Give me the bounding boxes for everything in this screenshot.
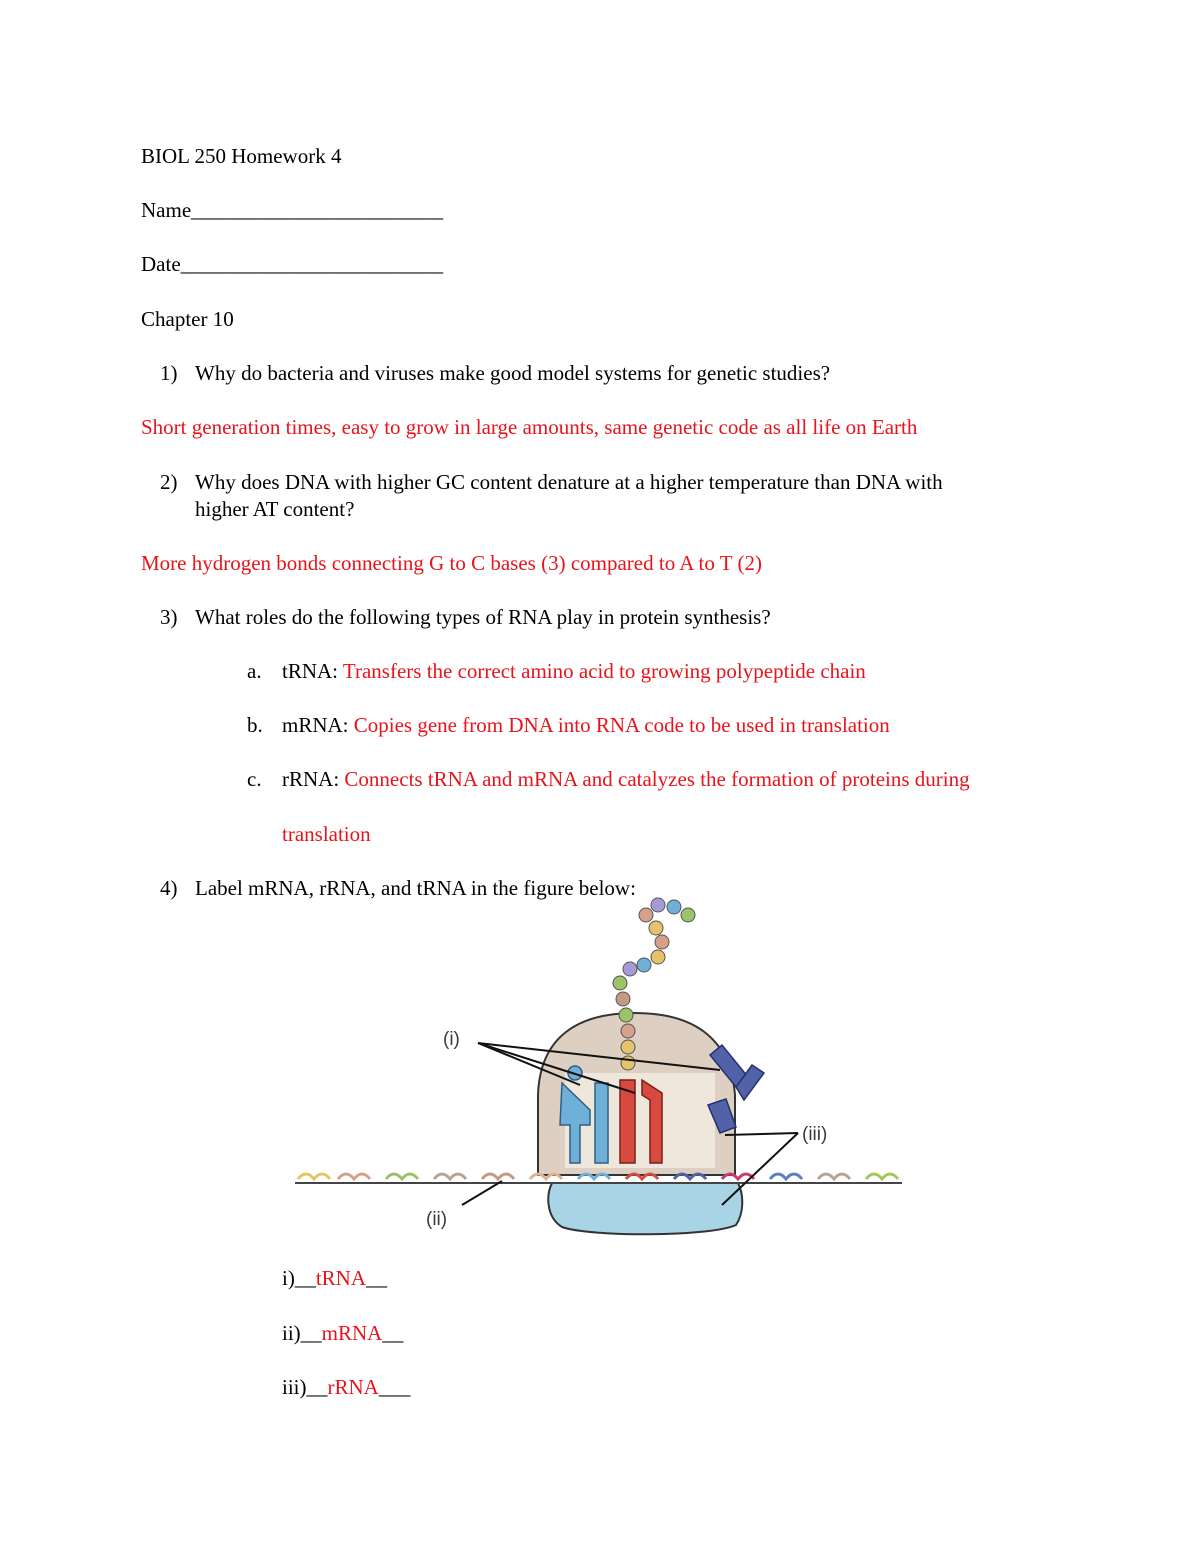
figure-answer-iii-prefix: iii)__	[282, 1375, 328, 1399]
name-label: Name	[141, 198, 192, 222]
figure-answer-ii-prefix: ii)__	[282, 1321, 322, 1345]
item-c-answer-continued: translation	[282, 822, 371, 846]
question-3-number: 3)	[160, 605, 178, 629]
name-field-row	[141, 197, 443, 223]
item-c-term: rRNA:	[282, 767, 340, 791]
question-1-answer: Short generation times, easy to grow in large amounts, same genetic code as all life on Earth	[141, 415, 918, 439]
ribosome-figure	[290, 895, 910, 1240]
small-subunit	[548, 1183, 742, 1234]
figure-answer-i-suffix: __	[366, 1266, 388, 1290]
item-a-term: tRNA:	[282, 659, 339, 683]
question-4-number: 4)	[160, 876, 178, 900]
figure-label-ii: (ii)	[426, 1209, 448, 1230]
document-title: BIOL 250 Homework 4	[141, 144, 342, 168]
question-2-answer: More hydrogen bonds connecting G to C bases (3) compared to A to T (2)	[141, 551, 762, 575]
figure-answer-iii-suffix: ___	[378, 1375, 411, 1399]
item-a-answer: Transfers the correct amino acid to growing polypeptide chain	[342, 659, 866, 683]
figure-label-iii: (iii)	[802, 1124, 828, 1145]
item-b-answer: Copies gene from DNA into RNA code to be used in translation	[353, 713, 890, 737]
figure-answer-iii	[282, 1374, 410, 1400]
item-b-row	[282, 712, 890, 738]
mrna-strand	[295, 1174, 902, 1183]
item-a-row	[282, 658, 866, 684]
date-field-row	[141, 251, 443, 277]
figure-answer-i-value: tRNA	[315, 1266, 367, 1290]
question-2-text-line1: Why does DNA with higher GC content denature at a higher temperature than DNA with	[195, 470, 943, 494]
figure-answer-iii-value: rRNA	[327, 1375, 379, 1399]
item-a-letter: a.	[247, 659, 262, 683]
figure-answer-ii	[282, 1320, 403, 1346]
figure-answer-i	[282, 1265, 387, 1291]
question-4-text: Label mRNA, rRNA, and tRNA in the figure below:	[195, 876, 636, 900]
figure-label-i: (i)	[443, 1029, 460, 1050]
figure-answer-ii-suffix: __	[382, 1321, 404, 1345]
figure-answer-i-prefix: i)__	[282, 1266, 316, 1290]
date-label: Date	[141, 252, 181, 276]
question-2-number: 2)	[160, 470, 178, 494]
date-blank: _________________________	[180, 252, 444, 276]
question-1-number: 1)	[160, 361, 178, 385]
question-1-text: Why do bacteria and viruses make good model systems for genetic studies?	[195, 361, 831, 385]
label-ii-leader-line	[462, 1181, 502, 1205]
item-c-letter: c.	[247, 767, 262, 791]
question-2-text-line2: higher AT content?	[195, 497, 355, 521]
item-b-letter: b.	[247, 713, 263, 737]
item-b-term: mRNA:	[282, 713, 349, 737]
figure-answer-ii-value: mRNA	[321, 1321, 383, 1345]
item-c-answer: Connects tRNA and mRNA and catalyzes the formation of proteins during	[344, 767, 970, 791]
chapter-heading: Chapter 10	[141, 307, 234, 331]
item-c-row	[282, 766, 970, 792]
name-blank: ________________________	[191, 198, 444, 222]
question-3-text: What roles do the following types of RNA play in protein synthesis?	[195, 605, 771, 629]
